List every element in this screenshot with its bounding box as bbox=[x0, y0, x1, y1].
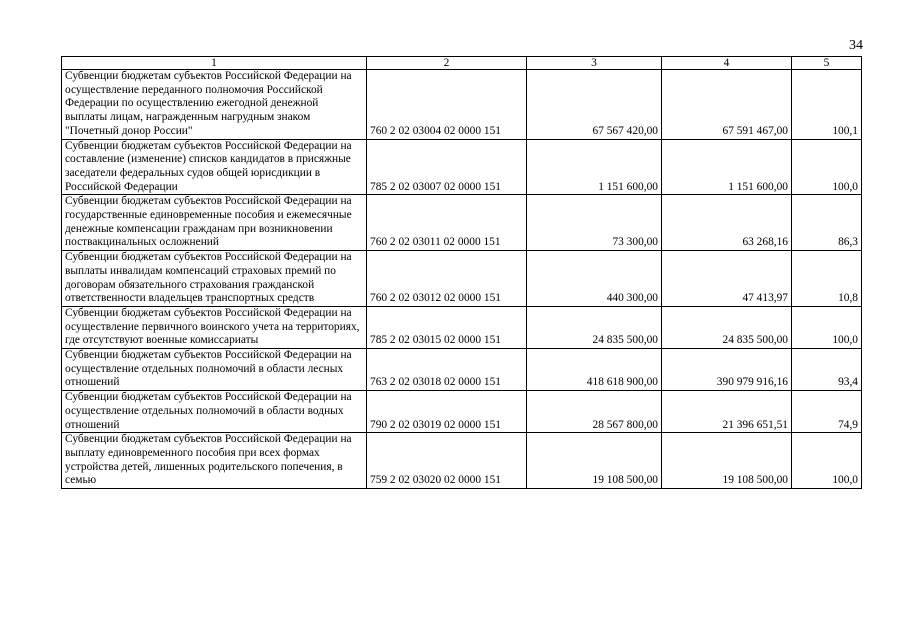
table-row bbox=[62, 433, 862, 489]
row-percent: 86,3 bbox=[792, 195, 862, 251]
row-plan: 73 300,00 bbox=[527, 195, 662, 251]
row-fact: 21 396 651,51 bbox=[662, 391, 792, 433]
row-code: 760 2 02 03012 02 0000 151 bbox=[367, 251, 527, 307]
row-plan: 440 300,00 bbox=[527, 251, 662, 307]
table-row bbox=[62, 306, 862, 348]
row-name: Субвенции бюджетам субъектов Российской Федерации на составление (изменение) списков кандидатов в присяжные заседатели федеральных судов общей юрисдикции в Российской Федерации bbox=[62, 139, 367, 195]
row-plan: 418 618 900,00 bbox=[527, 349, 662, 391]
row-percent: 100,0 bbox=[792, 433, 862, 489]
table-row bbox=[62, 195, 862, 251]
row-name: Субвенции бюджетам субъектов Российской Федерации на осуществление отдельных полномочий в области водных отношений bbox=[62, 391, 367, 433]
row-percent: 74,9 bbox=[792, 391, 862, 433]
table-row bbox=[62, 251, 862, 307]
row-plan: 24 835 500,00 bbox=[527, 306, 662, 348]
column-header-2: 2 bbox=[367, 57, 527, 70]
row-fact: 390 979 916,16 bbox=[662, 349, 792, 391]
table-row bbox=[62, 391, 862, 433]
row-fact: 24 835 500,00 bbox=[662, 306, 792, 348]
table-row bbox=[62, 139, 862, 195]
row-code: 790 2 02 03019 02 0000 151 bbox=[367, 391, 527, 433]
row-code: 759 2 02 03020 02 0000 151 bbox=[367, 433, 527, 489]
row-fact: 63 268,16 bbox=[662, 195, 792, 251]
row-percent: 100,0 bbox=[792, 306, 862, 348]
column-header-3: 3 bbox=[527, 57, 662, 70]
row-percent: 100,0 bbox=[792, 139, 862, 195]
row-code: 785 2 02 03007 02 0000 151 bbox=[367, 139, 527, 195]
row-name: Субвенции бюджетам субъектов Российской Федерации на осуществление первичного воинского учета на территориях, где отсутствуют военные комиссариаты bbox=[62, 306, 367, 348]
row-plan: 1 151 600,00 bbox=[527, 139, 662, 195]
column-header-4: 4 bbox=[662, 57, 792, 70]
row-fact: 47 413,97 bbox=[662, 251, 792, 307]
page-number: 34 bbox=[849, 38, 863, 53]
row-percent: 10,8 bbox=[792, 251, 862, 307]
table-row bbox=[62, 349, 862, 391]
row-name: Субвенции бюджетам субъектов Российской Федерации на государственные единовременные пособия и ежемесячные денежные компенсации гражданам при возникновении поствакцинальных осложнений bbox=[62, 195, 367, 251]
row-fact: 19 108 500,00 bbox=[662, 433, 792, 489]
row-name: Субвенции бюджетам субъектов Российской Федерации на осуществление отдельных полномочий в области лесных отношений bbox=[62, 349, 367, 391]
row-plan: 19 108 500,00 bbox=[527, 433, 662, 489]
row-fact: 1 151 600,00 bbox=[662, 139, 792, 195]
row-percent: 100,1 bbox=[792, 70, 862, 140]
row-code: 760 2 02 03011 02 0000 151 bbox=[367, 195, 527, 251]
row-name: Субвенции бюджетам субъектов Российской Федерации на выплату единовременного пособия при всех формах устройства детей, лишенных родительского попечения, в семью bbox=[62, 433, 367, 489]
row-code: 760 2 02 03004 02 0000 151 bbox=[367, 70, 527, 140]
row-fact: 67 591 467,00 bbox=[662, 70, 792, 140]
table-row bbox=[62, 70, 862, 140]
row-name: Субвенции бюджетам субъектов Российской Федерации на осуществление переданного полномочия Российской Федерации по осуществлению ежегодной денежной выплаты лицам, награжденным нагрудным знаком "Почетный донор России" bbox=[62, 70, 367, 140]
row-plan: 67 567 420,00 bbox=[527, 70, 662, 140]
table-header-row bbox=[62, 57, 862, 70]
row-code: 785 2 02 03015 02 0000 151 bbox=[367, 306, 527, 348]
row-name: Субвенции бюджетам субъектов Российской Федерации на выплаты инвалидам компенсаций страховых премий по договорам обязательного страхования гражданской ответственности владельцев транспортных средств bbox=[62, 251, 367, 307]
budget-table bbox=[61, 56, 862, 489]
column-header-5: 5 bbox=[792, 57, 862, 70]
row-percent: 93,4 bbox=[792, 349, 862, 391]
column-header-1: 1 bbox=[62, 57, 367, 70]
row-plan: 28 567 800,00 bbox=[527, 391, 662, 433]
row-code: 763 2 02 03018 02 0000 151 bbox=[367, 349, 527, 391]
